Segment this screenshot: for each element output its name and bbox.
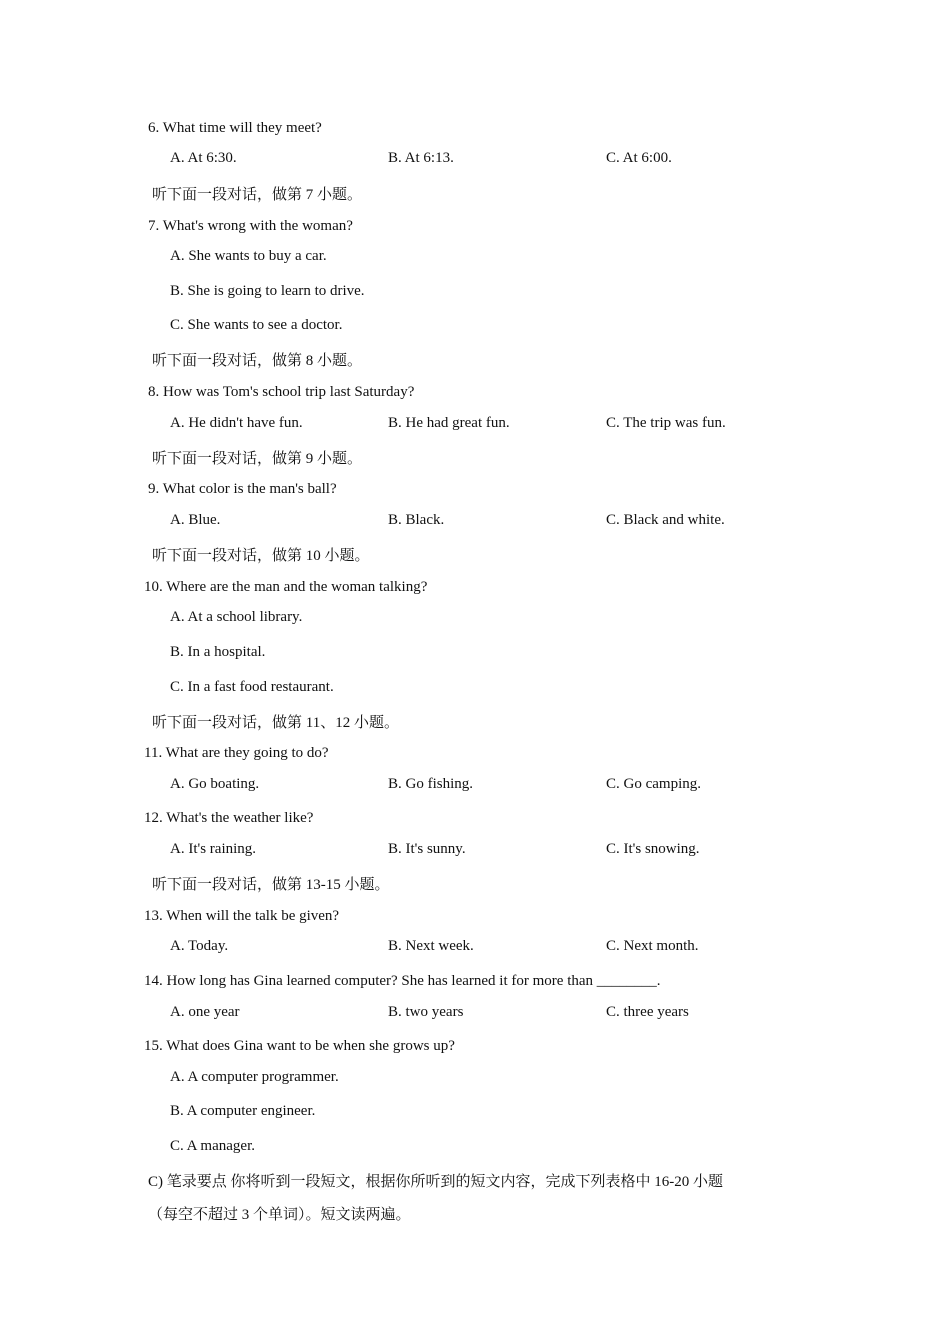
answer-option: B. At 6:13. — [388, 150, 454, 166]
answer-option: A. one year — [170, 1004, 240, 1020]
question-text: 6. What time will they meet? — [148, 120, 322, 136]
question-text: C) 笔录要点 你将听到一段短文，根据你所听到的短文内容，完成下列表格中 16-20 小题 — [148, 1174, 723, 1190]
question-text: 11. What are they going to do? — [144, 745, 329, 761]
answer-option: C. Go camping. — [606, 776, 701, 792]
listening-instruction: 听下面一段对话，做第 7 小题。 — [152, 187, 363, 203]
question-text: 10. Where are the man and the woman talking? — [144, 579, 428, 595]
answer-option: A. Today. — [170, 938, 229, 954]
answer-option: A. Go boating. — [170, 776, 260, 792]
question-text: 9. What color is the man's ball? — [148, 481, 337, 497]
listening-instruction: 听下面一段对话，做第 13-15 小题。 — [152, 877, 390, 893]
answer-option: C. She wants to see a doctor. — [170, 317, 343, 333]
answer-option: B. Black. — [388, 512, 445, 528]
question-text: 12. What's the weather like? — [144, 810, 314, 826]
question-text: 7. What's wrong with the woman? — [148, 218, 353, 234]
answer-option: A. At a school library. — [170, 609, 303, 625]
answer-option: B. Next week. — [388, 938, 474, 954]
answer-option: A. A computer programmer. — [170, 1069, 339, 1085]
answer-option: A. It's raining. — [170, 841, 257, 857]
answer-option: C. Black and white. — [606, 512, 725, 528]
answer-option: C. It's snowing. — [606, 841, 700, 857]
answer-option: C. A manager. — [170, 1138, 255, 1154]
answer-option: B. two years — [388, 1004, 464, 1020]
listening-instruction: 听下面一段对话，做第 8 小题。 — [152, 353, 363, 369]
answer-option: C. The trip was fun. — [606, 415, 726, 431]
question-text: 14. How long has Gina learned computer? She has learned it for more than ________. — [144, 973, 661, 989]
answer-option: B. Go fishing. — [388, 776, 474, 792]
question-text: （每空不超过 3 个单词）。短文读两遍。 — [148, 1207, 411, 1223]
answer-option: B. She is going to learn to drive. — [170, 283, 365, 299]
answer-option: C. At 6:00. — [606, 150, 672, 166]
answer-option: B. It's sunny. — [388, 841, 466, 857]
answer-option: A. She wants to buy a car. — [170, 248, 327, 264]
answer-option: B. He had great fun. — [388, 415, 510, 431]
answer-option: C. In a fast food restaurant. — [170, 679, 334, 695]
listening-instruction: 听下面一段对话，做第 9 小题。 — [152, 451, 363, 467]
answer-option: B. A computer engineer. — [170, 1103, 316, 1119]
question-text: 15. What does Gina want to be when she grows up? — [144, 1038, 455, 1054]
question-text: 8. How was Tom's school trip last Saturday? — [148, 384, 415, 400]
answer-option: A. Blue. — [170, 512, 221, 528]
answer-option: A. He didn't have fun. — [170, 415, 303, 431]
answer-option: A. At 6:30. — [170, 150, 237, 166]
answer-option: C. Next month. — [606, 938, 699, 954]
answer-option: C. three years — [606, 1004, 689, 1020]
answer-option: B. In a hospital. — [170, 644, 266, 660]
question-text: 13. When will the talk be given? — [144, 908, 340, 924]
listening-instruction: 听下面一段对话，做第 11、12 小题。 — [152, 715, 399, 731]
listening-instruction: 听下面一段对话，做第 10 小题。 — [152, 548, 370, 564]
